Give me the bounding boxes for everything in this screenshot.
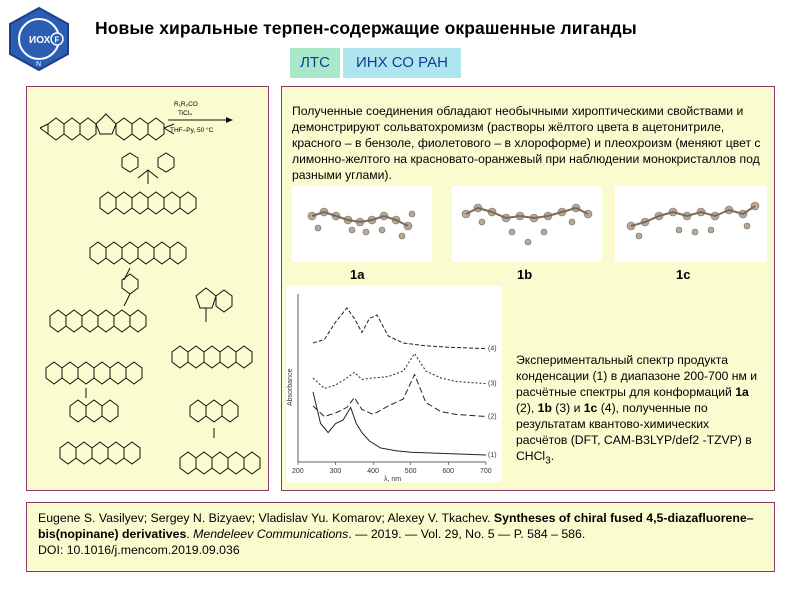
series-line-1 (313, 392, 486, 455)
molecule-label-1b: 1b (517, 267, 533, 282)
results-description: Полученные соединения обладают необычными хироптическими свойствами и демонстрируют сольватохромизм (растворы жёлтого цвета в ацетонитриле, красного – в бензоле, фиолетового – в хлороформе) и плеохроизм (меняют цвет с лимонно-желтого на красновато-оранжевый при наблюдении монокристаллов под разными углами). (292, 104, 761, 182)
reagent-1: R₁R₂CO (174, 101, 198, 108)
product-diphenylmethylene (100, 153, 196, 214)
compound-1b-ref: 1b (537, 401, 552, 415)
x-tick-label: 700 (480, 468, 492, 475)
compound-1a-ref: 1a (735, 385, 749, 399)
product-dimer (50, 242, 186, 332)
citation-details: . — 2019. — Vol. 29, No. 5 — P. 584 – 586. (348, 527, 586, 541)
citation (38, 510, 763, 558)
series-label-3: (3) (488, 380, 497, 388)
x-tick-label: 500 (404, 468, 417, 475)
series-line-3 (313, 354, 486, 389)
tag-inkh: ИНХ СО РАН (343, 48, 461, 78)
citation-doi[interactable]: DOI: 10.1016/j.mencom.2019.09.036 (38, 543, 240, 557)
x-axis-label: λ, nm (384, 476, 402, 482)
logo-sub: N (36, 61, 42, 68)
x-tick-label: 200 (292, 468, 304, 475)
x-tick-label: 400 (367, 468, 379, 475)
reagent-2: TiCl₄ (178, 110, 192, 117)
series-line-4 (313, 308, 486, 349)
chart-series (313, 308, 486, 455)
spectrum-text-4: (4), полученные по результатам квантово-химических расчётов (DFT, CAM-B3LYP/def2 -TZVP) в CHCl (516, 401, 752, 463)
citation-separator: . (186, 527, 194, 541)
molecule-label-1a: 1a (350, 267, 365, 282)
y-axis-label: Absorbance (287, 368, 294, 406)
reaction-conditions: THF–Py, 50 °C (170, 127, 214, 134)
series-label-4: (4) (488, 345, 497, 353)
spectrum-text-1: Экспериментальный спектр продукта конденсации (1) в диапазоне 200-700 нм и расчётные спектры для конформаций (516, 353, 758, 399)
spectrum-text-2: (2), (516, 401, 538, 415)
series-label-2: (2) (488, 413, 497, 421)
series-label-1: (1) (488, 452, 497, 459)
molecule-1c-image (615, 186, 767, 262)
x-tick-label: 600 (442, 468, 455, 475)
spectrum-text-5: . (550, 449, 555, 463)
chcl3-subscript: 3 (545, 455, 551, 467)
product-anthrone-left (46, 362, 142, 464)
x-tick-label: 300 (329, 468, 342, 475)
uv-vis-spectrum-chart (286, 286, 502, 482)
citation-title: Syntheses of chiral fused 4,5-diazafluorene–bis(nopinane) derivatives (38, 511, 754, 541)
institute-logo (6, 6, 72, 72)
page-title: Новые хиральные терпен-содержащие окрашенные лиганды (95, 18, 637, 38)
spectrum-text-3: (3) и (551, 401, 584, 415)
product-anthrone-right (180, 400, 260, 474)
spectrum-description (516, 352, 761, 469)
molecule-label-1c: 1c (676, 267, 691, 282)
tag-lts: ЛТС (290, 48, 340, 78)
reaction-scheme-figure (30, 88, 266, 488)
molecule-1a-image (292, 186, 432, 262)
chart-axes (298, 294, 486, 465)
logo-text: ИОХ (29, 35, 51, 46)
molecule-1b-image (452, 186, 602, 262)
compound-1c-ref: 1c (583, 401, 598, 415)
citation-authors: Eugene S. Vasilyev; Sergey N. Bizyaev; Vladislav Yu. Komarov; Alexey V. Tkachev. (38, 511, 494, 525)
citation-journal: Mendeleev Communications (193, 527, 349, 541)
product-indandione (172, 288, 252, 368)
series-line-2 (313, 375, 486, 417)
starting-material (40, 114, 174, 140)
logo-badge: F (54, 35, 60, 45)
